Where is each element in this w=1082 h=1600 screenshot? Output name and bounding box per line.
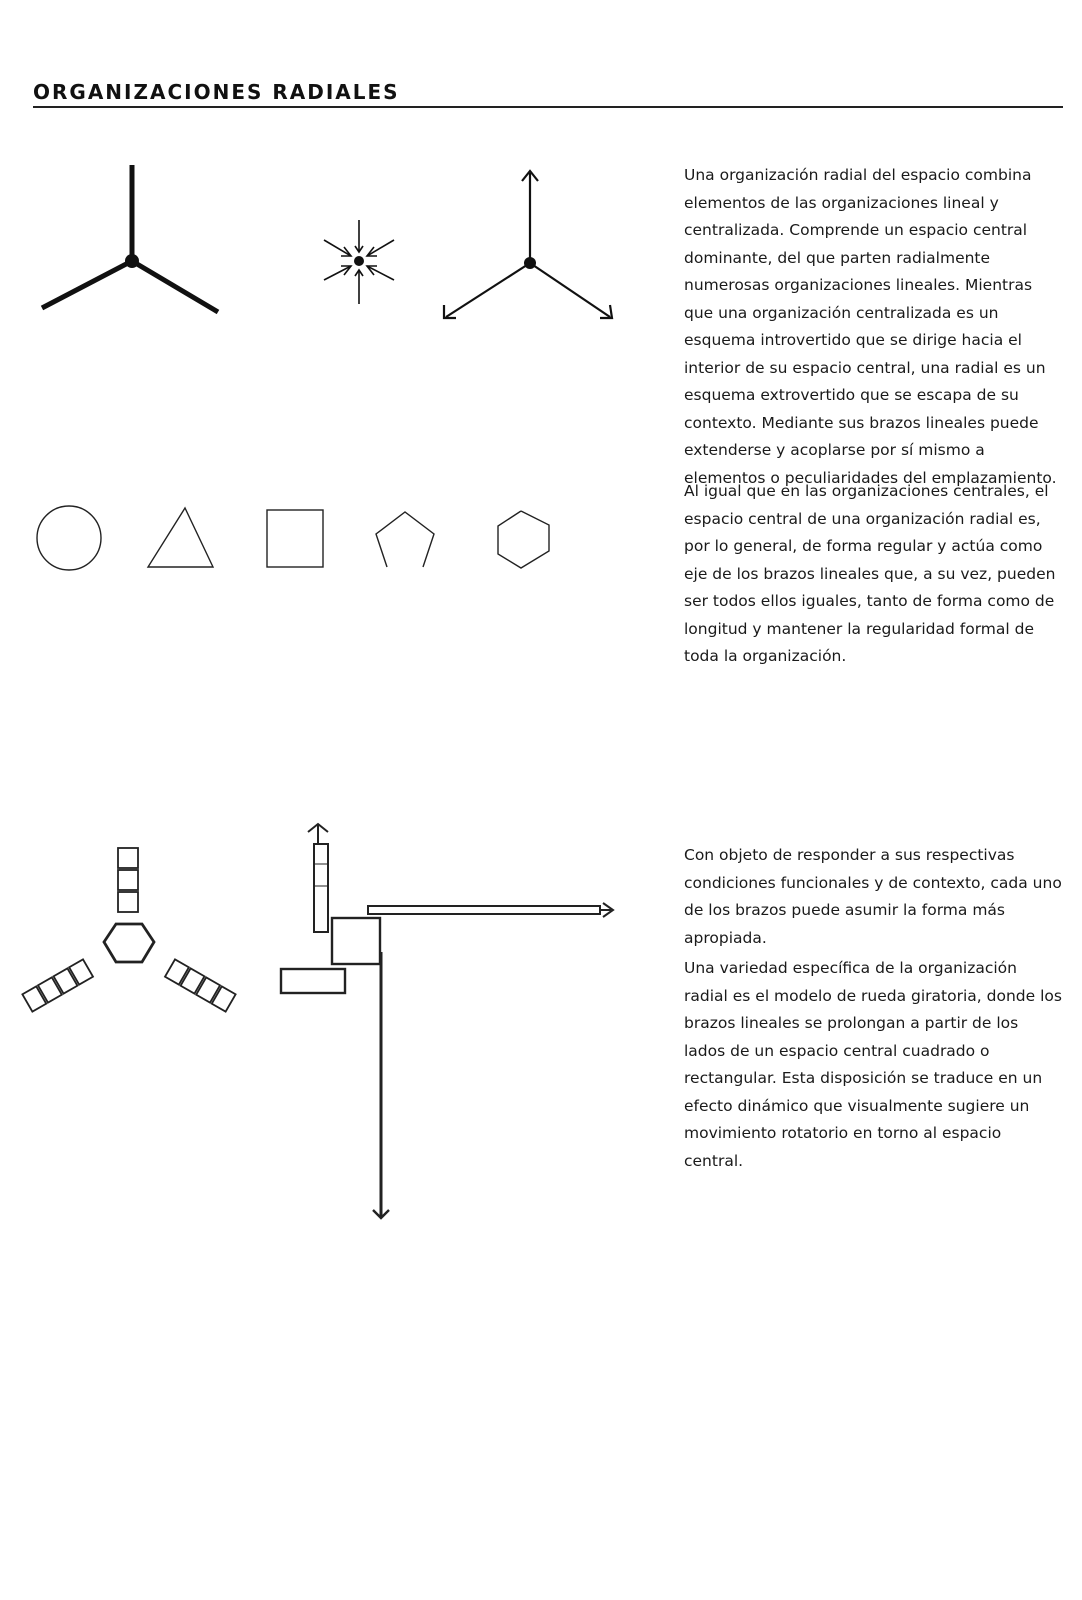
paragraph-arms-form: Con objeto de responder a sus respectivas condiciones funcionales y de contexto, cada uno de los brazos puede asumir la forma más apropiada.	[684, 846, 1062, 947]
page-title: ORGANIZACIONES RADIALES	[33, 80, 400, 104]
pinwheel-diagram	[275, 820, 635, 1230]
paragraph-radial-intro: Una organización radial del espacio combina elementos de las organizaciones lineal y centralizada. Comprende un espacio central dominante, del que parten radialmente numerosas organizaciones lineales. Mientras que una organización centralizada es un esquema introvertido que se dirige hacia el interior de su espacio central, una radial es un esquema extrovertido que se escapa de su contexto. Mediante sus brazos lineales puede extenderse y acoplarse por sí mismo a elementos o peculiaridades del emplazamiento.	[684, 166, 1057, 487]
circle-shape	[37, 506, 101, 570]
square-shape	[267, 510, 323, 567]
paragraph-pinwheel: Una variedad específica de la organización radial es el modelo de rueda giratoria, donde los brazos lineales se prolongan a partir de los lados de un espacio central cuadrado o rectangular. Esta disposición se traduce en un efecto dinámico que visualmente sugiere un movimiento rotatorio en torno al espacio central.	[684, 959, 1062, 1170]
paragraph-regular-center: Al igual que en las organizaciones centrales, el espacio central de una organización radial es, por lo general, de forma regular y actúa como eje de los brazos lineales que, a su vez, pueden ser todos ellos iguales, tanto de forma como de longitud y mantener la regularidad formal de toda la organización.	[684, 482, 1056, 665]
inward-arrows-diagram	[322, 218, 396, 306]
title-rule	[33, 106, 1063, 108]
triangle-shape	[148, 508, 213, 567]
outward-arrows-diagram	[440, 165, 620, 325]
regular-shapes-row	[30, 500, 560, 580]
radial-three-arms-diagram	[30, 160, 230, 320]
hexagon-shape	[498, 511, 549, 568]
hexagon-radial-squares-diagram	[30, 840, 230, 1020]
pentagon-shape	[376, 512, 434, 567]
